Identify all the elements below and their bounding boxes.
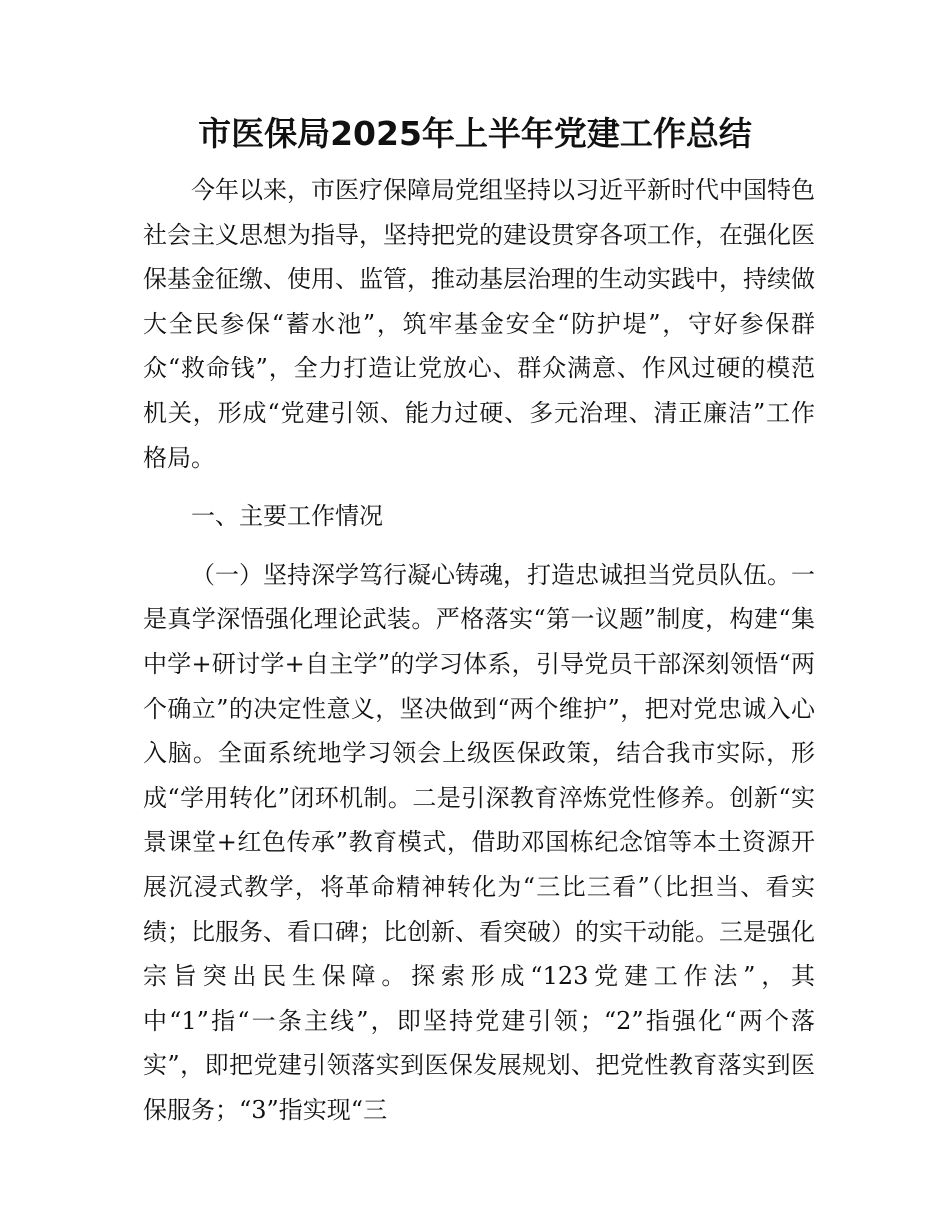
intro-paragraph: 今年以来，市医疗保障局党组坚持以习近平新时代中国特色社会主义思想为指导，坚持把党的建设贯穿各项工作，在强化医保基金征缴、使用、监管，推动基层治理的生动实践中，持续做大全民参保“蓄水池”，筑牢基金安全“防护堤”，守好参保群众“救命钱”，全力打造让党放心、群众满意、作风过硬的模范机关，形成“党建引领、能力过硬、多元治理、清正廉洁”工作格局。 — [143, 176, 815, 472]
section-heading-main-work: 一、主要工作情况 — [191, 502, 383, 531]
document-body — [143, 168, 815, 1132]
document-title: 市医保局2025年上半年党建工作总结 — [198, 114, 752, 153]
section-paragraph-1: （一）坚持深学笃行凝心铸魂，打造忠诚担当党员队伍。一是真学深悟强化理论武装。严格落实“第一议题”制度，构建“集中学+研讨学+自主学”的学习体系，引导党员干部深刻领悟“两个确立”的决定性意义，坚决做到“两个维护”，把对党忠诚入心入脑。全面系统地学习领会上级医保政策，结合我市实际，形成“学用转化”闭环机制。二是引深教育淬炼党性修养。创新“实景课堂+红色传承”教育模式，借助邓国栋纪念馆等本土资源开展沉浸式教学，将革命精神转化为“三比三看”（比担当、看实绩；比服务、看口碑；比创新、看突破）的实干动能。三是强化宗旨突出民生保障。探索形成“123党建工作法”，其中“1”指“一条主线”，即坚持党建引领；“2”指强化“两个落实”，即把党建引领落实到医保发展规划、把党性教育落实到医保服务；“3”指实现“三 — [143, 560, 815, 1124]
